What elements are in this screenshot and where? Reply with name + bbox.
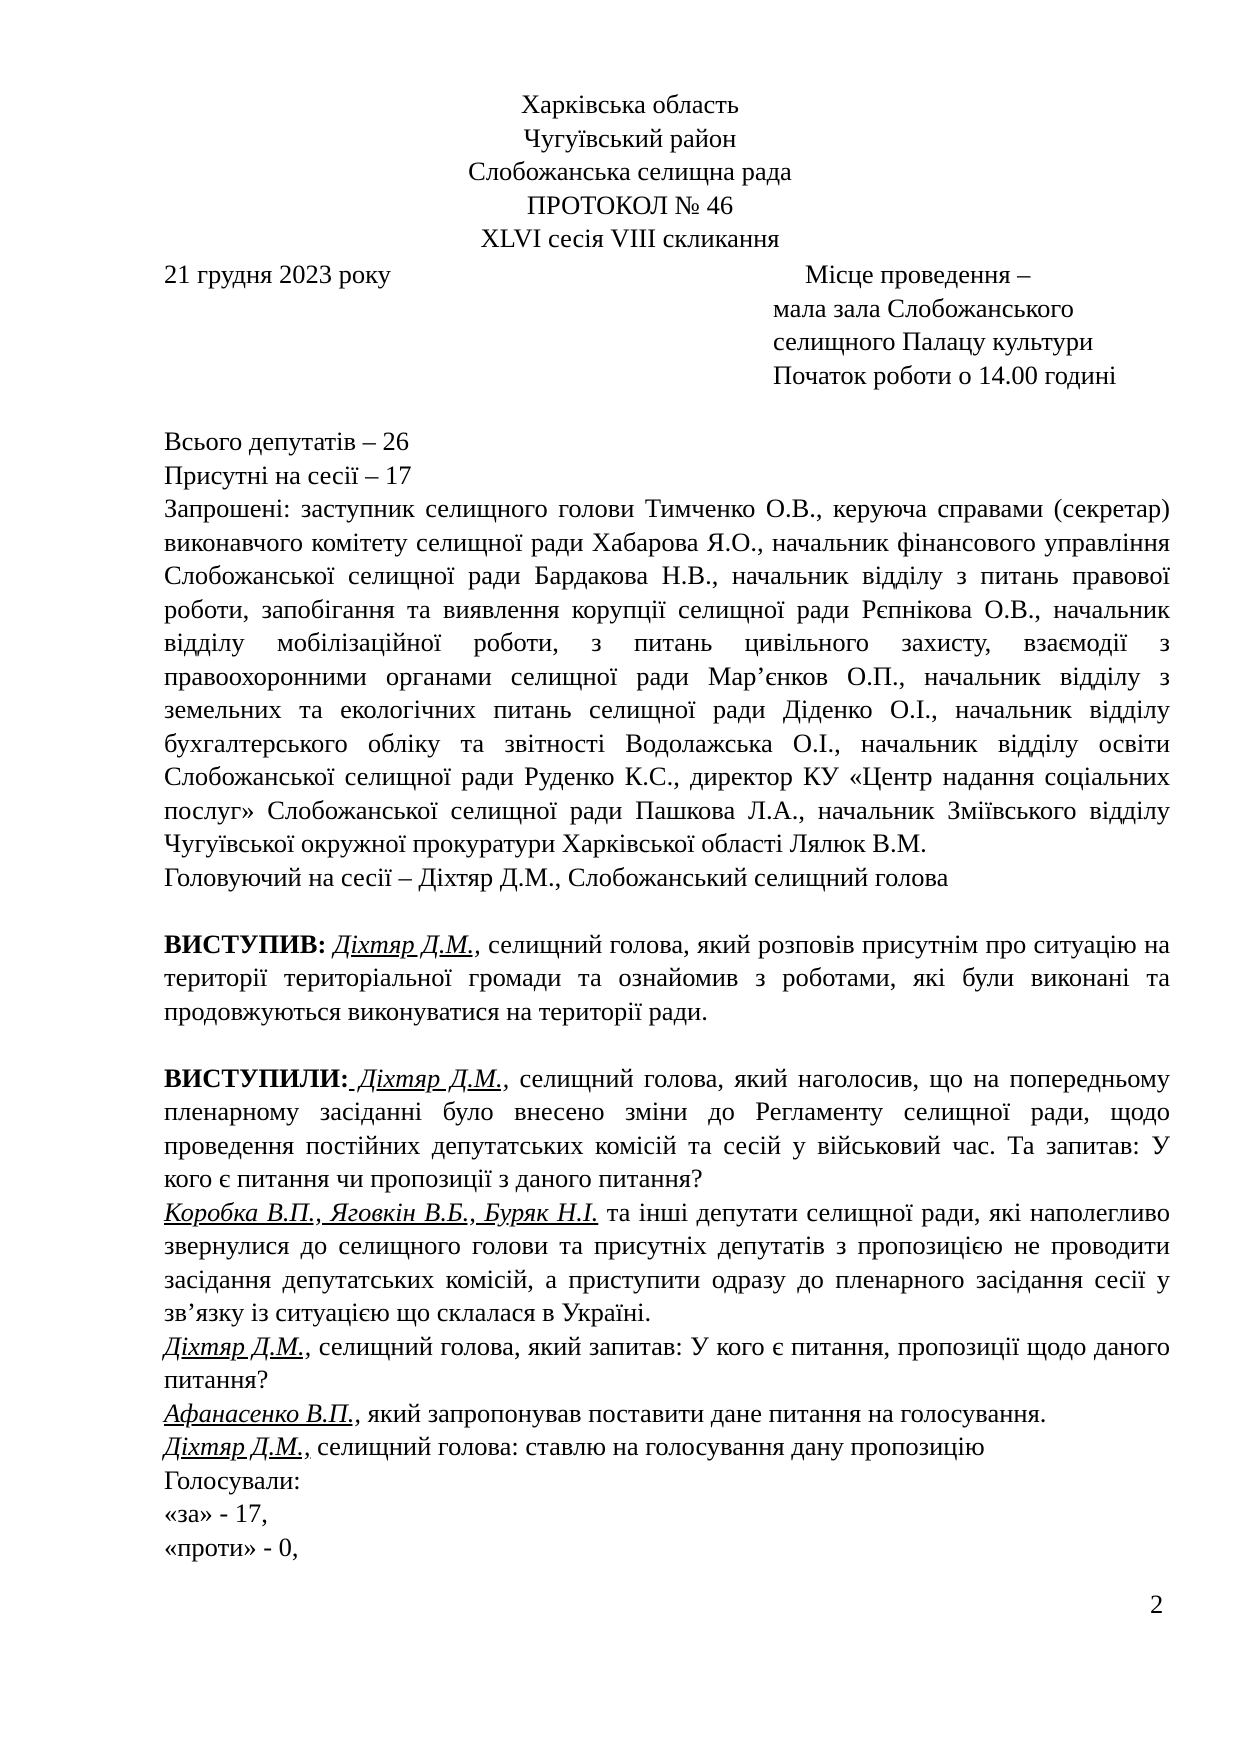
place-line-2: селищного Палацу культури bbox=[773, 326, 1094, 356]
speech-1-label: ВИСТУПИВ: bbox=[164, 928, 327, 959]
vote-call bbox=[164, 1430, 1170, 1464]
vote-proposal-speaker: Афанасенко В.П., bbox=[164, 1397, 362, 1428]
speech-2-speaker: Діхтяр Д.М., bbox=[348, 1062, 510, 1093]
speech-1-speaker: Діхтяр Д.М., bbox=[333, 928, 481, 959]
protocol-body bbox=[164, 425, 1170, 1564]
deputies-proposal-text: та інші депутати селищної ради, які наполегливо звернулися до селищного голови та присутніх депутатів з пропозицією не проводити засідання депутатських комісій, а приступити одразу до пленарного засідання сесії у зв’язку із ситуацією що склалася в Україні. bbox=[164, 1196, 1170, 1327]
meeting-date: 21 грудня 2023 року bbox=[164, 259, 391, 289]
page-number: 2 bbox=[1150, 1589, 1164, 1619]
total-deputies: Всього депутатів – 26 bbox=[164, 426, 409, 456]
invited-list: Запрошені: заступник селищного голови Тимченко О.В., керуюча справами (секретар) виконавчого комітету селищної ради Хабарова Я.О., начальник фінансового управління Слобожанської селищної ради Бардакова Н.В., начальник відділу з питань правової роботи, запобігання та виявлення корупції селищної ради Рєпнікова О.В., начальник відділу мобілізаційної роботи, з питань цивільного захисту, взаємодії з правоохоронними органами селищної ради Мар’єнков О.П., начальник відділу з земельних та екологічних питань селищної ради Діденко О.І., начальник відділу бухгалтерського обліку та звітності Водолажська О.І., начальник відділу освіти Слобожанської селищної ради Руденко К.С., директор КУ «Центр надання соціальних послуг» Слобожанської селищної ради Пашкова Л.А., начальник Зміївського відділу Чугуївської окружної прокуратури Харківської області Лялюк В.М. bbox=[164, 493, 1170, 858]
council-line: Слобожанська селищна рада bbox=[468, 156, 792, 186]
vote-title: Голосували: bbox=[164, 1464, 301, 1495]
region-line: Харківська область bbox=[521, 89, 739, 119]
speech-1-text: селищний голова, який розповів присутнім про ситуацію на території територіальної громади та ознайомив з роботами, які були виконані та продовжуються виконуватися на території ради. bbox=[164, 928, 1171, 1026]
place-line-1: мала зала Слобожанського bbox=[773, 292, 1074, 323]
document-header bbox=[0, 88, 1240, 256]
speech-2-label: ВИСТУПИЛИ: bbox=[164, 1062, 349, 1093]
vote-against: «проти» - 0, bbox=[164, 1531, 299, 1562]
speech-1 bbox=[164, 928, 1170, 1029]
deputies-proposal bbox=[164, 1196, 1170, 1330]
vote-call-text: селищний голова: ставлю на голосування дану пропозицію bbox=[310, 1431, 985, 1461]
session-line: XLVI сесія VIII скликання bbox=[480, 223, 780, 253]
chairperson: Головуючий на сесії – Діхтяр Д.М., Слобожанський селищний голова bbox=[164, 861, 949, 892]
present-deputies: Присутні на сесії – 17 bbox=[164, 459, 412, 490]
deputies-names: Коробка В.П., Яговкін В.Б., Буряк Н.І. bbox=[164, 1196, 599, 1227]
meeting-place bbox=[773, 258, 1116, 392]
vote-call-speaker: Діхтяр Д.М., bbox=[164, 1431, 311, 1461]
speech-2 bbox=[164, 1062, 1170, 1196]
vote-proposal bbox=[164, 1397, 1170, 1431]
vote-proposal-text: який запропонував поставити дане питання на голосування. bbox=[361, 1397, 1047, 1428]
chair-question-speaker: Діхтяр Д.М., bbox=[164, 1330, 312, 1361]
start-time: Початок роботи о 14.00 годині bbox=[773, 359, 1117, 390]
chair-question bbox=[164, 1330, 1170, 1397]
protocol-title: ПРОТОКОЛ № 46 bbox=[526, 189, 734, 220]
chair-question-text: селищний голова, який запитав: У кого є питання, пропозиції щодо даного питання? bbox=[164, 1330, 1171, 1394]
vote-for: «за» - 17, bbox=[164, 1498, 268, 1528]
speech-2-text: селищний голова, який наголосив, що на попередньому пленарному засіданні було внесено зміни до Регламенту селищної ради, щодо проведення постійних депутатських комісій та сесій у військовий час. Та запитав: У кого є питання чи пропозиції з даного питання? bbox=[164, 1062, 1171, 1193]
district-line: Чугуївський район bbox=[523, 122, 737, 153]
place-label: Місце проведення – bbox=[805, 259, 1031, 289]
